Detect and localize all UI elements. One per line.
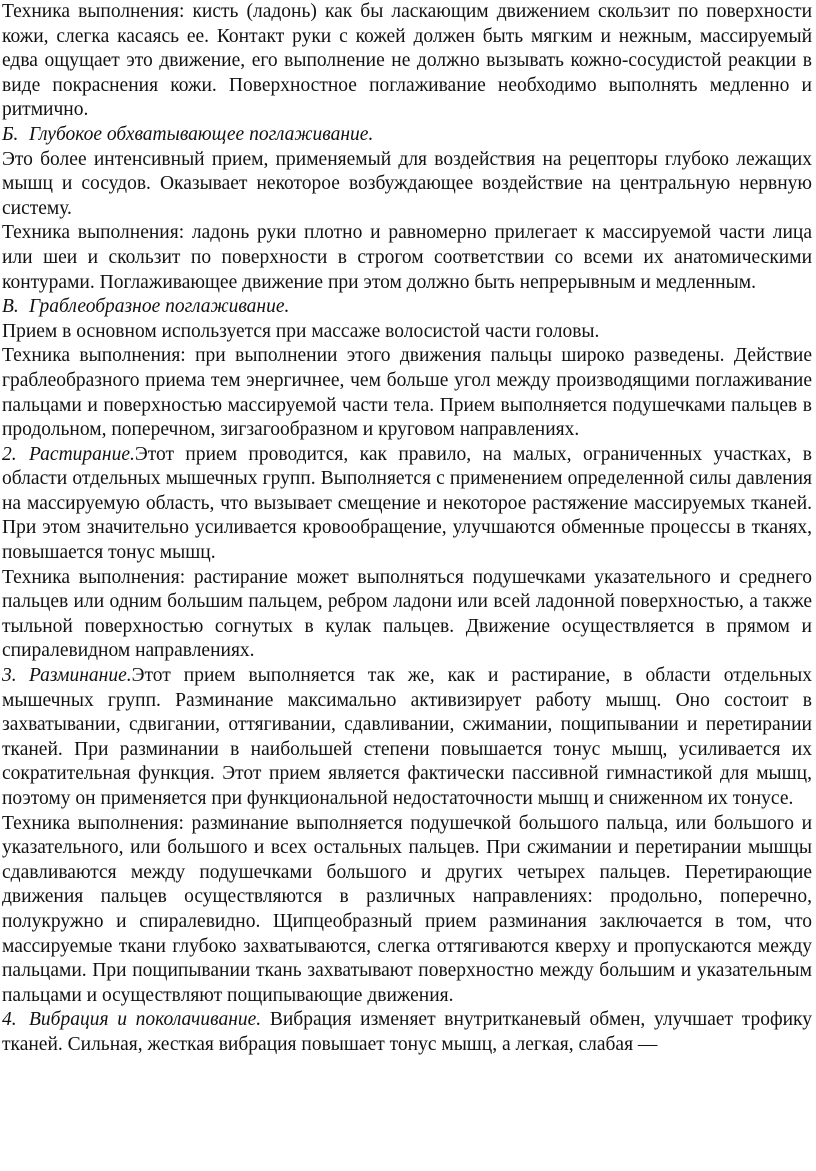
section-title: Вибрация и поколачивание. [29, 1009, 262, 1031]
paragraph-technique-rubbing: Техника выполнения: растирание может выполняться подушечками указательного и среднего пальцев или одним большим пальцем, ребром ладони или всей ладонной поверхностью, а также тыльной поверхностью согнутых в кулак пальцев. Движение осуществляется в прямом и спиралевидном направлениях. [2, 566, 812, 662]
section-number: 2. [2, 443, 17, 465]
subheading-marker: Б. [2, 123, 19, 145]
paragraph-technique-superficial-stroking: Техника выполнения: кисть (ладонь) как бы ласкающим движением скользит по поверхности кожи, слегка касаясь ее. Контакт руки с кожей должен быть мягким и нежным, массируемый едва ощущает это движение, его выполнение не должно вызывать кожно-сосудистой реакции в виде покраснения кожи. Поверхностное поглаживание необходимо выполнять медленно и ритмично. [2, 1, 812, 121]
subheading-rake-stroking [2, 295, 812, 320]
section-text: Этот прием выполняется так же, как и растирание, в области отдельных мышечных групп. Разминание максимально активизирует работу мышц. Оно состоит в захватывании, сдвигании, оттягивании, сдавливании, сжимании, пощипывании и перетирании тканей. При разминании в наибольшей степени повышается тонус мышц, усиливается их сократительная функция. Этот прием является фактически пассивной гимнастикой для мышц, поэтому он применяется при функциональной недостаточности мышц и сниженном их тонусе. [2, 665, 812, 809]
section-title: Растирание. [29, 443, 135, 465]
paragraph-technique-deep-stroking: Техника выполнения: ладонь руки плотно и равномерно прилегает к массируемой части лица или шеи и скользит по поверхности в строгом соответствии со всеми их анатомическими контурами. Поглаживающее движение при этом должно быть непрерывным и медленным. [2, 222, 812, 293]
subheading-deep-stroking [2, 123, 812, 148]
section-vibration [2, 1008, 812, 1057]
subheading-title: Глубокое обхватывающее поглаживание. [29, 123, 374, 145]
section-title: Разминание. [29, 665, 132, 687]
section-rubbing [2, 443, 812, 566]
subheading-marker: В. [2, 296, 19, 318]
section-number: 4. [2, 1009, 17, 1031]
paragraph-rake-stroking-usage: Прием в основном используется при массаже волосистой части головы. [2, 320, 600, 342]
paragraph-technique-kneading: Техника выполнения: разминание выполняется подушечкой большого пальца, или большого и указательного, или большого и всех остальных пальцев. При сжимании и перетирании мышцы сдавливаются между подушечками большого и других четырех пальцев. Перетирающие движения пальцев осуществляются в различных направлениях: продольно, поперечно, полукружно и спиралевидно. Щипцеобразный прием разминания заключается в том, что массируемые ткани глубоко захватываются, слегка оттягиваются кверху и пропускаются между пальцами. При пощипывании ткань захватывают поверхностно между большим и указательным пальцами и осуществляют пощипывающие движения. [2, 812, 812, 1006]
section-text: Этот прием проводится, как правило, на малых, ограниченных участках, в области отдельных мышечных групп. Выполняется с применением определенной силы давления на массируемую область, что вызывает смещение и некоторое растяжение массируемых тканей. При этом значительно усиливается кровообращение, улучшаются обменные процессы в тканях, повышается тонус мышц. [2, 443, 812, 564]
paragraph-technique-rake-stroking: Техника выполнения: при выполнении этого движения пальцы широко разведены. Действие граблеобразного приема тем энергичнее, чем больше угол между производящими поглаживание пальцами и поверхностью массируемой части тела. Прием выполняется подушечками пальцев в продольном, поперечном, зигзагообразном и круговом направлениях. [2, 345, 812, 441]
paragraph-deep-stroking-description: Это более интенсивный прием, применяемый для воздействия на рецепторы глубоко лежащих мышц и сосудов. Оказывает некоторое возбуждающее воздействие на центральную нервную систему. [2, 148, 812, 219]
subheading-title: Граблеобразное поглаживание. [29, 296, 290, 318]
section-number: 3. [2, 665, 17, 687]
section-kneading [2, 664, 812, 812]
section-text: Вибрация изменяет внутритканевый обмен, улучшает трофику тканей. Сильная, жесткая вибрация повышает тонус мышц, а легкая, слабая — [2, 1009, 813, 1055]
